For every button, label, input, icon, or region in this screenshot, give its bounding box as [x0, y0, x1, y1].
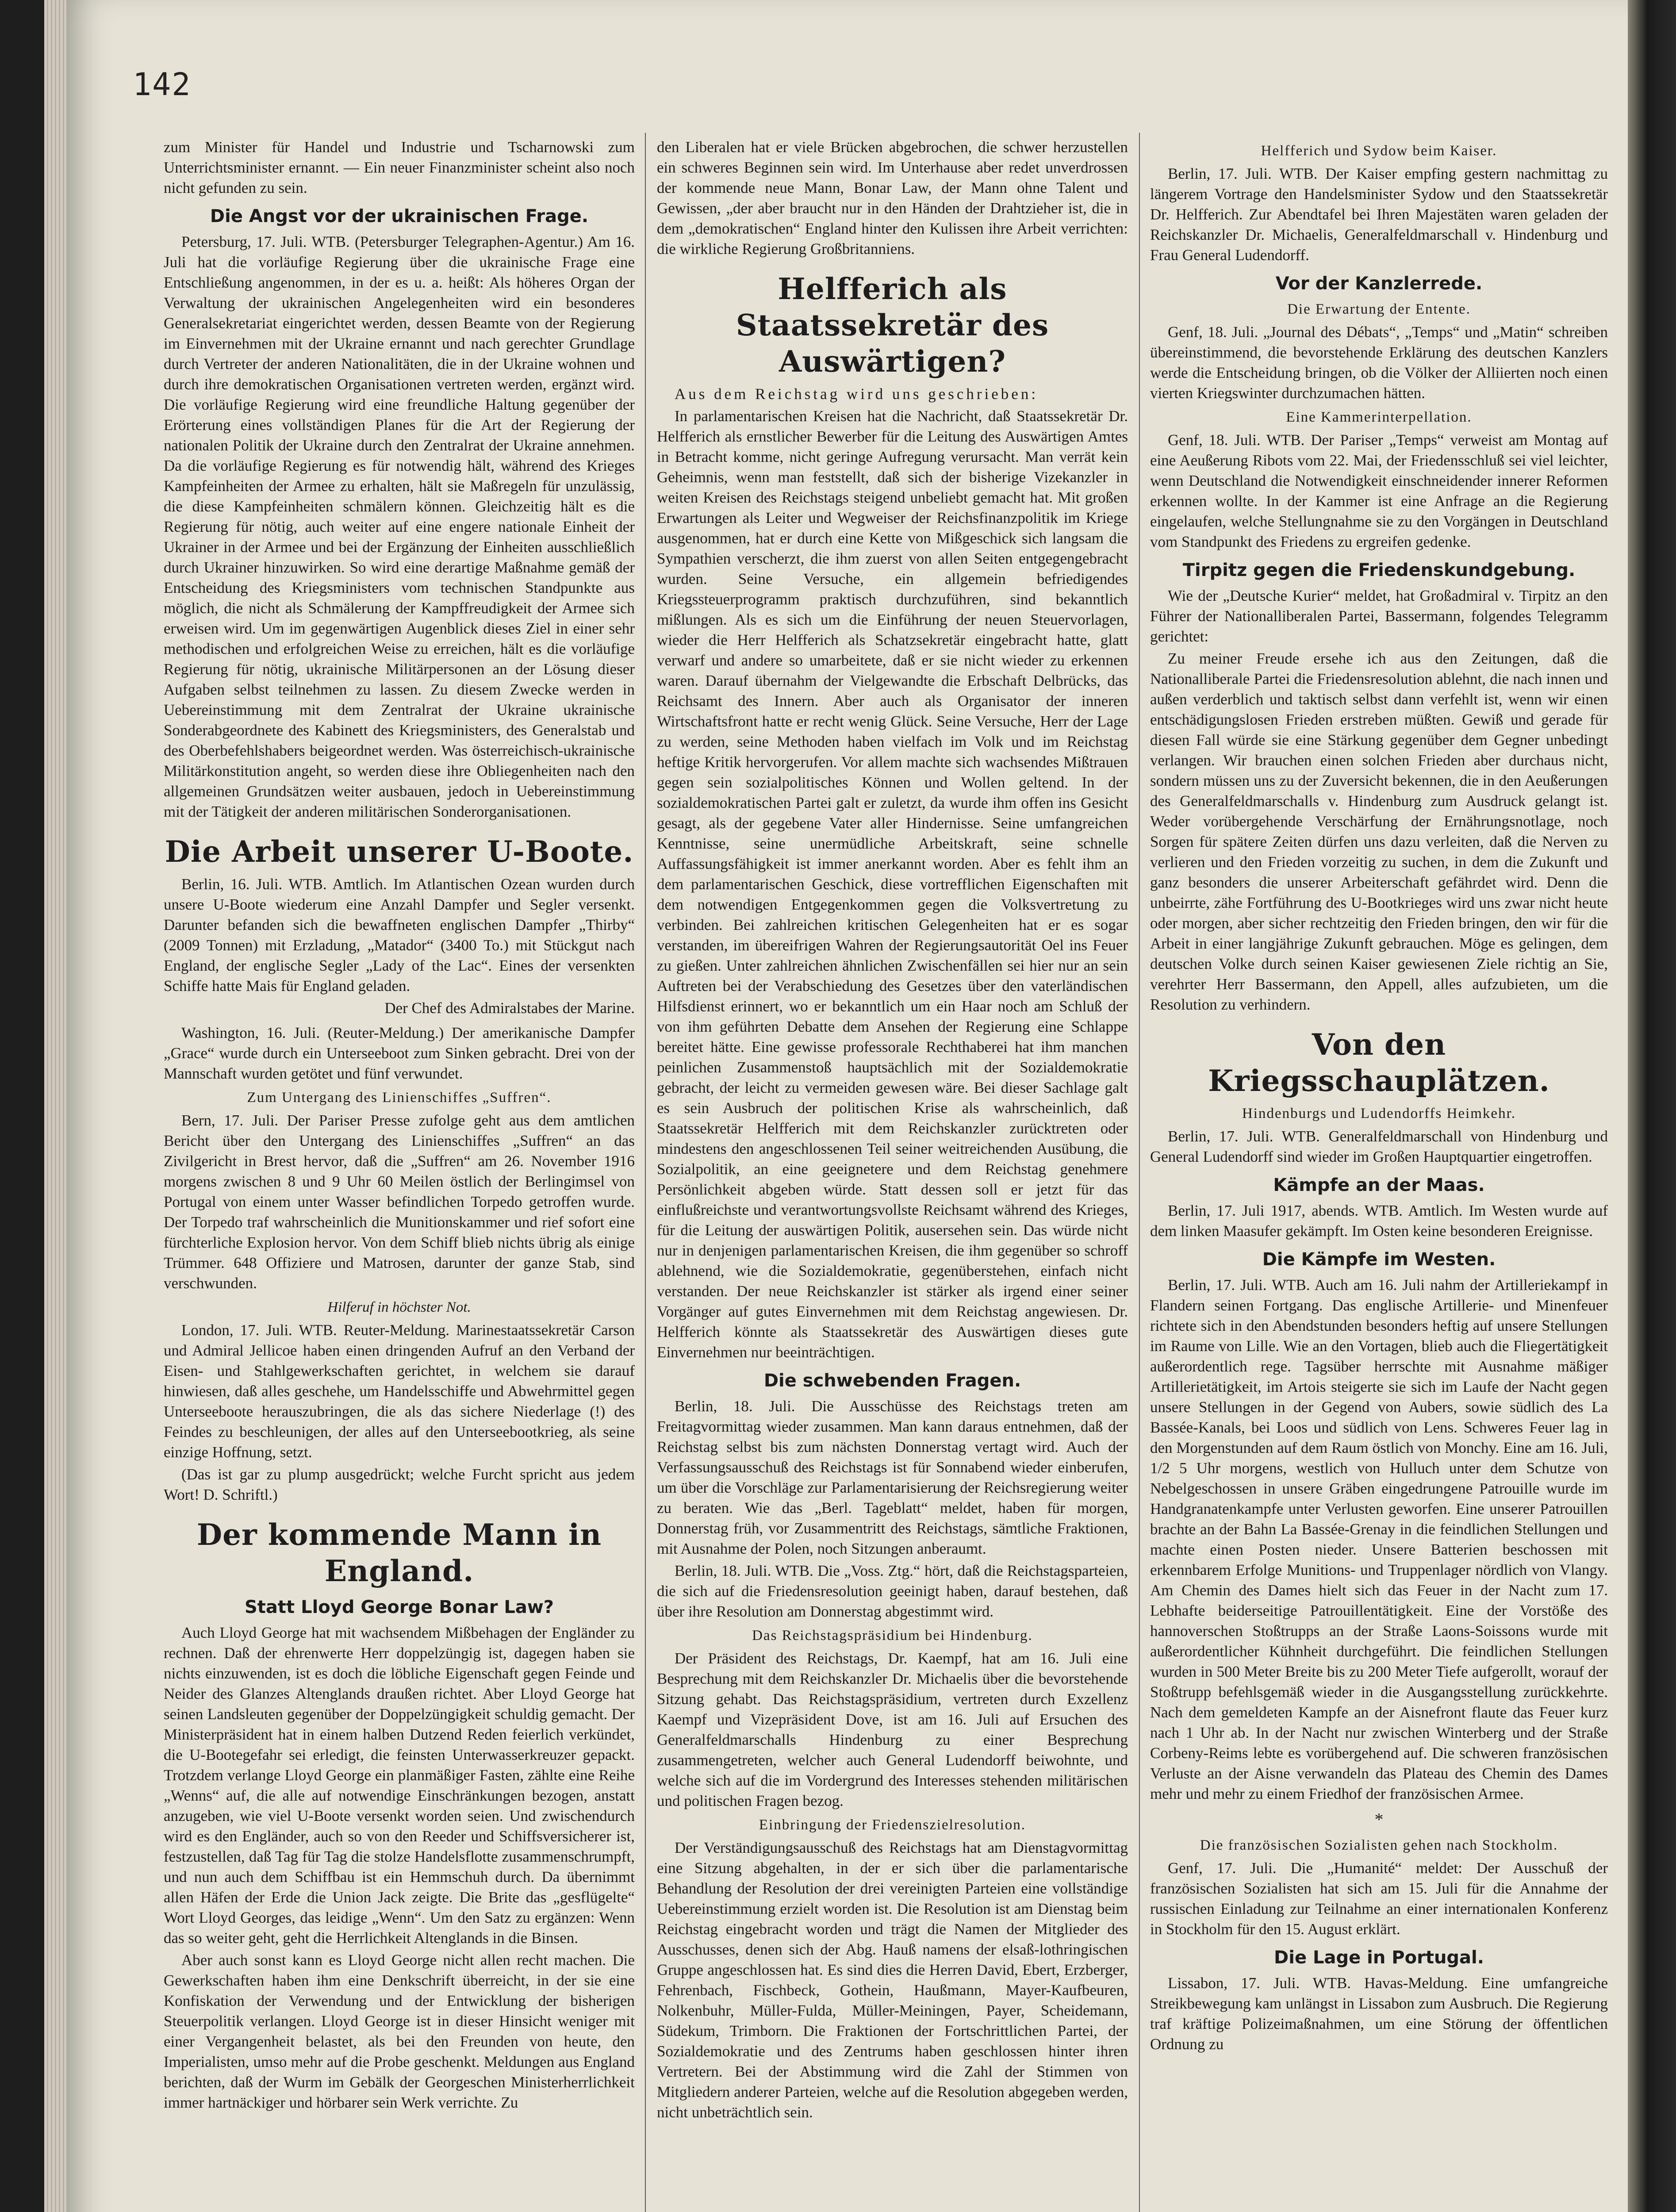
headline-westen: Die Kämpfe im Westen. [1262, 1249, 1496, 1270]
subhead-entente: Die Erwartung der Entente. [1287, 301, 1471, 317]
article-heimkehr: Berlin, 17. Juli. WTB. Generalfeldmarschall von Hindenburg und General Ludendorff sind wieder im Großen Hauptquartier eingetroffen. [1150, 1128, 1608, 1165]
subhead-einbringung: Einbringung der Friedenszielresolution. [759, 1817, 1026, 1833]
article-helfferich: In parlamentarischen Kreisen hat die Nachricht, daß Staatssekretär Dr. Helfferich als ernstlicher Bewerber für die Leitung des Auswärtigen Amtes in Betracht komme, nicht geringe Aufregung verursacht. Man verrät kein Geheimnis, wenn man feststellt, daß sich der bisherige Vizekanzler in weiten Kreisen des Reichstags steigend unbeliebt gemacht hat. Mit großen Erwartungen als Leiter und Wegweiser der Reichsfinanzpolitik im Kriege ausgenommen, hat er durch eine Kette von Mißgeschick sich langsam die Sympathien verscherzt, die ihm zuerst von allen Seiten entgegengebracht wurden. Seine Versuche, ein allgemein befriedigendes Kriegssteuerprogramm praktisch durchzuführen, sind bekanntlich mißlungen. Als es sich um die Einführung der neuen Steuervorlagen, wieder die Herr Helfferich als Schatzsekretär eingebracht hatte, glatt verwarf und andere so umarbeitete, daß er sie nicht wieder zu erkennen waren. Darauf übernahm der Vielgewandte die Erbschaft Delbrücks, das Reichsamt des Innern. Aber auch als Organisator der inneren Wirtschaftsfront hatte er recht wenig Glück. Seine Versuche, Herr der Lage zu werden, seine Methoden haben vielfach im Volk und im Reichstag heftige Kritik hervorgerufen. Vor allem machte sich wachsendes Mißtrauen gegen sein sozialpolitisches Können und Wollen geltend. In der sozialdemokratischen Partei galt er zuletzt, da wurde ihm offen ins Gesicht gesagt, als der gegebene Vater aller Hindernisse. Seine umfangreichen Kenntnisse, seine unermüdliche Arbeitskraft, seine schnelle Auffassungsfähigkeit ist immer anerkannt worden. Aber es fehlt ihm an dem parlamentarischen Geschick, diese vortrefflichen Eigenschaften mit dem notwendigen Entgegenkommen gegen die Volksvertretung zu verbinden. Bei zahlreichen kritischen Gelegenheiten hat er es sogar verstanden, im übereifrigen Wahren der Regierungsautorität Oel ins Feuer zu gießen. Unter zahlreichen ähnlichen Zwischenfällen sei hier nur an sein Auftreten bei der Verabschiedung des Gesetzes über den vaterländischen Hilfsdienst erinnert, wo er bekanntlich um ein Haar noch am Schluß der von ihm geführten Debatte dem Ansehen der Regierung eine Schlappe bereitet hätte. Eine gewisse professorale Rechthaberei hat ihm manchen peinlichen Zusammenstoß hauptsächlich mit der Sozialdemokratie gebracht, der leicht zu vermeiden gewesen wäre. Bei dieser Sachlage galt es sein Ausbruch der politischen Krise als wahrscheinlich, daß Staatssekretär Helfferich mit dem Reichskanzler zurücktreten oder mindestens den angeschlossenen Teil seiner weitreichenden Ausübung, die Sozialpolitik, an eine geeignetere und dem Reichstag genehmere Persönlichkeit abgeben würde. Statt dessen soll er jetzt für das einflußreichste und verantwortungsvollste Reichsamt während des Krieges, für die Leitung der auswärtigen Politik, ausersehen sein. Das würde nicht nur in denjenigen parlamentarischen Kreisen, die ihm gegenüber so schroff ablehnend, wie die Sozialdemokratie, gegenüberstehen, einfach nicht verstanden. Der neue Reichskanzler ist stärker als irgend einer seiner Vorgänger auf gutes Einvernehmen mit dem Reichstag angewiesen. Dr. Helfferich könnte als Staatssekretär des Auswärtigen dieses gute Einvernehmen nur beeinträchtigen. [657, 407, 1128, 1361]
article-tirpitz-1: Wie der „Deutsche Kurier“ meldet, hat Großadmiral v. Tirpitz an den Führer der Nationalliberalen Partei, Bassermann, folgendes Telegramm gerichtet: [1150, 587, 1608, 645]
column-rule-1 [645, 133, 646, 2212]
subhead-heimkehr: Hindenburgs und Ludendorffs Heimkehr. [1242, 1106, 1516, 1121]
headline-bonar-law: Der kommende Mann in England. [196, 1517, 602, 1588]
article-helfferich-intro: Aus dem Reichstag wird uns geschrieben: [675, 385, 1039, 403]
article-fragen-1: Berlin, 18. Juli. Die Ausschüsse des Reichstags treten am Freitagvormittag wieder zusammen. Man kann daraus entnehmen, daß der Reichstag selbst bis zum nächsten Donnerstag vertagt wird. Auch der Verfassungsausschuß des Reichstags ist für Sonnabend wieder einberufen, um über die Vorschläge zur Parlamentarisierung der Reichsregierung weiter zu beraten. Wie das „Berl. Tageblatt“ meldet, haben für morgen, Donnerstag früh, vor Zusammentritt des Reichstags, sämtliche Fraktionen, mit Ausnahme der Polen, noch Sitzungen anberaumt. [657, 1398, 1128, 1557]
page-number: 142 [133, 66, 192, 103]
article-kammer: Genf, 18. Juli. WTB. Der Pariser „Temps“ verweist am Montag auf eine Aeußerung Ribots vom 22. Mai, der Friedensschluß sei viel leichter, wenn Deutschland die Notwendigkeit einschneidender innerer Reformen erkennen wollte. In der Kammer ist eine Anfrage an die Regierung eingelaufen, welche Stellungnahme sie zu den Vorgängen in Deutschland vom Standpunkt des Friedens zu ergreifen gedenke. [1150, 431, 1608, 550]
column-rule-2 [1139, 133, 1140, 2212]
article-uboote-2: Washington, 16. Juli. (Reuter-Meldung.) Der amerikanische Dampfer „Grace“ wurde durch ein Unterseeboot zum Sinken gebracht. Drei von der Mannschaft wurden getötet und fünf verwundet. [164, 1024, 635, 1082]
article-bonar-continuation: den Liberalen hat er viele Brücken abgebrochen, die schwer herzustellen ein schweres Beginnen sein wird. Im Unterhause aber redet unverdrossen der kommende neue Mann, Bonar Law, der Mann ohne Talent und Gewissen, „der aber braucht nur in den Händen der Drahtzieher ist, die in dem „demokratischen“ England hinter den Kulissen ihre Arbeit verrichten: die wirkliche Regierung Großbritanniens. [657, 138, 1128, 257]
article-hilferuf: London, 17. Juli. WTB. Reuter-Meldung. Marinestaatssekretär Carson und Admiral Jellicoe haben einen dringenden Aufruf an den Verband der Eisen- und Stahlgewerkschaften gerichtet, in welchem sie darauf hinwiesen, daß alles geschehe, um Handelsschiffe und Abwehrmittel gegen Unterseeboote herauszubringen, die als das sichere Niederlage (!) des Feindes zu beschleunigen, der alles auf den Unterseebootkrieg, als seine einzige Hoffnung, setzt. [164, 1321, 635, 1461]
column-2 [657, 137, 1128, 2212]
headline-ukraine: Die Angst vor der ukrainischen Frage. [210, 206, 589, 227]
headline-kanzlerrede: Vor der Kanzlerrede. [1275, 273, 1483, 294]
right-page-edge [1628, 0, 1676, 2212]
article-maas: Berlin, 17. Juli 1917, abends. WTB. Amtlich. Im Westen wurde auf dem linken Maasufer gekämpft. Im Osten keine besonderen Ereignisse. [1150, 1202, 1608, 1240]
article-suffren: Bern, 17. Juli. Der Pariser Presse zufolge geht aus dem amtlichen Bericht über den Untergang des Linienschiffes „Suffren“ an das Zivilgericht in Brest hervor, daß die „Suffren“ am 26. November 1916 morgens zwischen 8 und 9 Uhr 60 Meilen östlich der Berlingimsel von Portugal von einem unter Wasser befindlichen Torpedo getroffen wurde. Der Torpedo traf wahrscheinlich die Munitionskammer und rief sofort eine fürchterliche Explosion hervor. Von dem Schiff blieb nichts übrig als einige Trümmer. 648 Offiziere und Matrosen, darunter der ganze Stab, sind verschwunden. [164, 1112, 635, 1292]
article-sozialisten: Genf, 17. Juli. Die „Humanité“ meldet: Der Ausschuß der französischen Sozialisten hat sich am 15. Juli für die Annahme der russischen Einladung zur Teilnahme an einer internationalen Konferenz in Stockholm für den 15. August erklärt. [1150, 1859, 1608, 1938]
article-continuation: zum Minister für Handel und Industrie und Tscharnowski zum Unterrichtsminister ernannt. — Ein neuer Finanzminister scheint also noch nicht gefunden zu sein. [164, 138, 635, 196]
article-einbringung: Der Verständigungsausschuß des Reichstags hat am Dienstagvormittag eine Sitzung abgehalten, in der er sich über die parlamentarische Behandlung der Resolution der drei vereinigten Parteien eine vollständige Uebereinstimmung erzielt worden ist. Die Resolution ist am Dienstag beim Reichstag eingebracht worden und trägt die Namen der Mitglieder des Ausschusses, denen sich der Abg. Hauß namens der elsaß-lothringischen Gruppe angeschlossen hat. Es sind dies die Herren David, Ebert, Erzberger, Fehrenbach, Fischbeck, Gothein, Haußmann, Mayer-Kaufbeuren, Nolkenbuhr, Müller-Fulda, Müller-Meiningen, Payer, Scheidemann, Südekum, Trimborn. Die Fraktionen der Fortschrittlichen Partei, der Sozialdemokratie und des Zentrums haben geschlossen hinter ihren Vertretern. Bei der Abstimmung wird die Zahl der Stimmen von Mitgliedern anderer Parteien, welche auf die Resolution abgegeben werden, nicht unbeträchtlich sein. [657, 1839, 1128, 2121]
subhead-kammer: Eine Kammerinterpellation. [1286, 409, 1472, 425]
headline-uboote: Die Arbeit unserer U-Boote. [165, 834, 634, 869]
headline-helfferich: Helfferich als Staatssekretär des Auswärtigen? [736, 272, 1049, 379]
column-3 [1150, 137, 1608, 2212]
subhead-suffren: Zum Untergang des Linienschiffes „Suffren“. [247, 1090, 552, 1106]
article-westen: Berlin, 17. Juli. WTB. Auch am 16. Juli nahm der Artilleriekampf in Flandern seinen Fortgang. Das englische Artillerie- und Minenfeuer richtete sich in den Abendstunden besonders heftig auf unsere Stellungen im Raume von Lille. Wie an den Vortagen, blieb auch die Fliegertätigkeit außerordentlich rege. Tagsüber herrschte mit Ausnahme mäßiger Artillerietätigkeit, im Artois steigerte sie sich im Laufe der Nacht gegen unsere Stellungen in der Gegend von Aubers, sowie südlich des La Bassée-Kanals, bei Loos und südlich von Lens. Schweres Feuer lag in den Morgenstunden auf dem Raum östlich von Monchy. Eine am 16. Juli, 1/2 5 Uhr morgens, westlich von Hulluch unter dem Schutze von Nebelgeschossen in unsere Gräben eingedrungene Patrouille wurde im Handgranatenkampfe unter Verlusten geworfen. Eine unserer Patrouillen brachte an der Bahn La Bassée-Grenay in die feindlichen Stellungen und machte einen Posten nieder. Unsere Batterien beschossen mit erkennbarem Erfolge Munitions- und Truppenlager nördlich von Vlangy. Am Chemin des Dames hielt sich das Feuer in der Nacht zum 17. Lebhafte beiderseitige Patrouillentätigkeit. Eine der Vorstöße des hannoverschen Stoßtrupps an der Straße Laons-Soissons wurde mit außerordentlicher Kühnheit durchgeführt. Die feindlichen Stellungen wurden in 500 Meter Breite bis zu 200 Meter Tiefe aufgerollt, worauf der Stoßtrupp befehlsgemäß wieder in die Ausgangsstellung zurückkehrte. Nach dem gemeldeten Kampfe an der Aisnefront flaute das Feuer kurz nach 1 Uhr ab. In der Nacht nur zwischen Winterberg und der Straße Corbeny-Reims lebte es vorübergehend auf. Die schweren französischen Verluste an der Aisne verwandeln das Plateau des Chemin des Dames mehr und mehr zu einem Friedhof der französischen Armee. [1150, 1276, 1608, 1802]
article-kanzlerrede: Genf, 18. Juli. „Journal des Débats“, „Temps“ und „Matin“ schreiben übereinstimmend, die bevorstehende Erklärung des deutschen Kanzlers werde die Entscheidung bringen, ob die Völker der Alliierten noch einen vierten Kriegswinter durchzumachen hätten. [1150, 323, 1608, 402]
column-1 [164, 137, 635, 2212]
subheadline-bonar-law: Statt Lloyd George Bonar Law? [245, 1597, 554, 1617]
article-fragen-2: Berlin, 18. Juli. WTB. Die „Voss. Ztg.“ hört, daß die Reichstagsparteien, die sich auf die Friedensresolution geeinigt haben, darauf bestehen, daß über ihre Resolution am Donnerstag abgestimmt wird. [657, 1562, 1128, 1620]
subhead-praesidium: Das Reichstagspräsidium bei Hindenburg. [752, 1628, 1033, 1644]
headline-tirpitz: Tirpitz gegen die Friedenskundgebung. [1182, 560, 1576, 580]
subhead-kaiser: Helfferich und Sydow beim Kaiser. [1261, 143, 1497, 159]
separator-star: * [1374, 1809, 1384, 1829]
article-ukraine: Petersburg, 17. Juli. WTB. (Petersburger Telegraphen-Agentur.) Am 16. Juli hat die vorläufige Regierung über die ukrainische Frage eine Entschließung angenommen, in der es u. a. heißt: Als höheres Organ der Verwaltung der ukrainischen Angelegenheiten wird ein besonderes Generalsekretariat eingerichtet werden, dessen Beamte von der Regierung im Einvernehmen mit der Ukraine ernannt und nach gerechter Grundlage durch Vertreter der anderen Nationalitäten, die in der Ukraine wohnen und durch ihre demokratischen Organisationen vertreten werden, ergänzt wird. Die vorläufige Regierung wird eine freundliche Haltung gegenüber der Erörterung eines vollständigen Planes für die Art der Regierung der nationalen Politik der Ukraine durch den Zentralrat der Ukraine annehmen. Da die vorläufige Regierung es für notwendig hält, während des Krieges Kampfeinheiten der Armee zu erhalten, hält sie Maßregeln für unzulässig, die diese Kampfeinheiten schmälern können. Gleichzeitig hält es die Regierung für nötig, auch weiter auf eine engere nationale Einheit der Ukrainer in der Armee und bei der Ergänzung der Einheiten ausschließlich durch Ukrainer hinzuwirken. So wird eine derartige Maßnahme gemäß der Entscheidung des Kriegsministers vom technischen Standpunkte aus möglich, die nicht als Schmälerung der Kampffreudigkeit der Armee sich erweisen wird. Um im gegenwärtigen Augenblick dieses Ziel in einer sehr methodischen und erfolgreichen Weise zu erreichen, hält es die vorläufige Regierung für nötig, ukrainische Militärpersonen an der Lösung dieser Aufgaben selbst teilnehmen zu lassen. Zu diesem Zwecke werden in Uebereinstimmung mit dem Zentralrat der Ukraine ukrainische Sonderabgeordnete des Kabinett des Kriegsministers, des Generalstab und des Oberbefehlshabers beigeordnet werden. Was österreichisch-ukrainische Militärkonstitution angeht, so werden diese ihre Obliegenheiten nach den allgemeinen Grundsätzen weiter ausbauen, jedoch in Uebereinstimmung mit der Tätigkeit der anderen militärischen Sonderorganisationen. [164, 233, 635, 820]
article-uboote-1: Berlin, 16. Juli. WTB. Amtlich. Im Atlantischen Ozean wurden durch unsere U-Boote wiederum eine Anzahl Dampfer und Segler versenkt. Darunter befanden sich die bewaffneten englischen Dampfer „Thirby“ (2009 Tonnen) mit Erzladung, „Matador“ (3400 To.) mit Stückgut nach England, der englische Segler „Lady of the Lac“. Eines der versenkten Schiffe hatte Mais für England geladen. [164, 876, 635, 995]
signature-admiralstab: Der Chef des Admiralstabes der Marine. [384, 999, 635, 1017]
headline-maas: Kämpfe an der Maas. [1273, 1175, 1485, 1195]
headline-schwebende-fragen: Die schwebenden Fragen. [763, 1371, 1021, 1391]
article-bonar-2: Aber auch sonst kann es Lloyd George nicht allen recht machen. Die Gewerkschaften haben ihm eine Denkschrift überreicht, in der sie eine Konfiskation der Verwendung und der Entwicklung der bisherigen Steuerpolitik verlangen. Lloyd George ist in dieser Hinsicht weniger mit einer Vergangenheit belastet, als bei den Freunden von heute, den Imperialisten, umso mehr auf die Probe geschenkt. Meldungen aus England berichten, daß der Wurm im Gebälk der Georgeschen Ministerherrlichkeit immer hartnäckiger und hörbarer sein Werk verrichte. Zu [164, 1951, 635, 2111]
article-bonar-1: Auch Lloyd George hat mit wachsendem Mißbehagen der Engländer zu rechnen. Daß der ehrenwerte Herr doppelzüngig ist, dagegen haben sie nichts einzuwenden, ist es doch die löbliche Eigenschaft gegen Feinde und Neider des Glanzes Altenglands draußen richtet. Aber Lloyd George hat seinen Landsleuten gegenüber der Doppelzüngigkeit schuldig gemacht. Der Ministerpräsident hat in einem halben Dutzend Reden feierlich verkündet, die U-Bootegefahr sei erledigt, die feinsten Unterwasserkreuzer gepackt. Trotzdem verlange Lloyd George ein planmäßiger Fasten, zählte eine Reihe „Wenns“ auf, die alle auf notwendige Einschränkungen bezogen, anstatt anzugeben, wie viel U-Boote versenkt worden seien. Und zwischendurch wird es den Engländer, auch so von den Reeder und Schiffsversicherer ist, festzustellen, daß Tag für Tag die stolze Handelsflotte zusammenschrumpft, und nun auch dem Schiffbau ist ein Hemmschuh durch. Da übernimmt allen Häfen der Erde die Union Jack zeigte. Die Brite das „gesflügelte“ Wort Lloyd Georges, das leidige „Wenn“. Um den Satz zu ergänzen: Wenn das so weiter geht, geht die Herrlichkeit Altenglands in die Binsen. [164, 1624, 635, 1947]
article-tirpitz-2: Zu meiner Freude ersehe ich aus den Zeitungen, daß die Nationalliberale Partei die Friedensresolution ablehnt, die nach innen und außen verderblich und taktisch selbst dann verfehlt ist, wenn wir einen entschädigungslosen Frieden erstreben müßten. Gewiß und gerade für diesen Fall würde sie eine Stärkung gegenüber dem Gegner unbedingt verlangen. Wir brauchen einen solchen Frieden aber durchaus nicht, sondern müssen uns zu der Zuversicht bekennen, die in den Aeußerungen des Generalfeldmarschalls v. Hindenburg zum Ausdruck gelangt ist. Weder vorübergehende Verschärfung der Ernährungsnotlage, noch Sorgen für spätere Zeiten dürfen uns dazu verleiten, daß die Nerven zu verlieren und den Frieden vorzeitig zu suchen, in dem die Zukunft und ganz besonders die unserer Arbeiterschaft gefährdet wird. Denn die unbeirrte, zähe Fortführung des U-Bootkrieges wird uns zwar nicht heute oder morgen, aber sicher rechtzeitig den Frieden bringen, den wir für die Arbeit in einer langjährige Zukunft gebrauchen. Möge es gelingen, dem deutschen Volke durch seinen Kaiser gewiesenen Ziele richtig an Sie, verehrter Herr Bassermann, den Appell, alles aufzubieten, um die Resolution zu verhindern. [1150, 650, 1608, 1013]
headline-portugal: Die Lage in Portugal. [1274, 1947, 1484, 1968]
headline-kriegsschauplaetze: Von den Kriegsschauplätzen. [1208, 1027, 1550, 1098]
editor-note: (Das ist gar zu plump ausgedrückt; welche Furcht spricht aus jedem Wort! D. Schriftl.) [164, 1466, 635, 1503]
article-kaiser: Berlin, 17. Juli. WTB. Der Kaiser empfing gestern nachmittag zu längerem Vortrage den Handelsminister Sydow und den Staatssekretär Dr. Helfferich. Zur Abendtafel bei Ihren Majestäten waren geladen der Reichskanzler Dr. Michaelis, Generalfeldmarschall v. Hindenburg und Frau General Ludendorff. [1150, 165, 1608, 264]
subhead-hilferuf: Hilferuf in höchster Not. [327, 1299, 471, 1315]
subhead-sozialisten: Die französischen Sozialisten gehen nach Stockholm. [1200, 1837, 1558, 1853]
article-praesidium: Der Präsident des Reichstags, Dr. Kaempf, hat am 16. Juli eine Besprechung mit dem Reichskanzler Dr. Michaelis über die bevorstehende Sitzung gehabt. Das Reichstagspräsidium, vertreten durch Exzellenz Kaempf und Vizepräsident Dove, ist am 16. Juli auf Ersuchen des Generalfeldmarschalls Hindenburg zu einer Besprechung zusammengetreten, welcher auch General Ludendorff beiwohnte, und welche sich auf die im Vordergrund des Interesses stehenden militärischen und politischen Fragen bezog. [657, 1650, 1128, 1809]
article-portugal: Lissabon, 17. Juli. WTB. Havas-Meldung. Eine umfangreiche Streikbewegung kam unlängst in Lissabon zum Ausbruch. Die Regierung traf kräftige Polizeimaßnahmen, um eine Störung der öffentlichen Ordnung zu [1150, 1974, 1608, 2053]
